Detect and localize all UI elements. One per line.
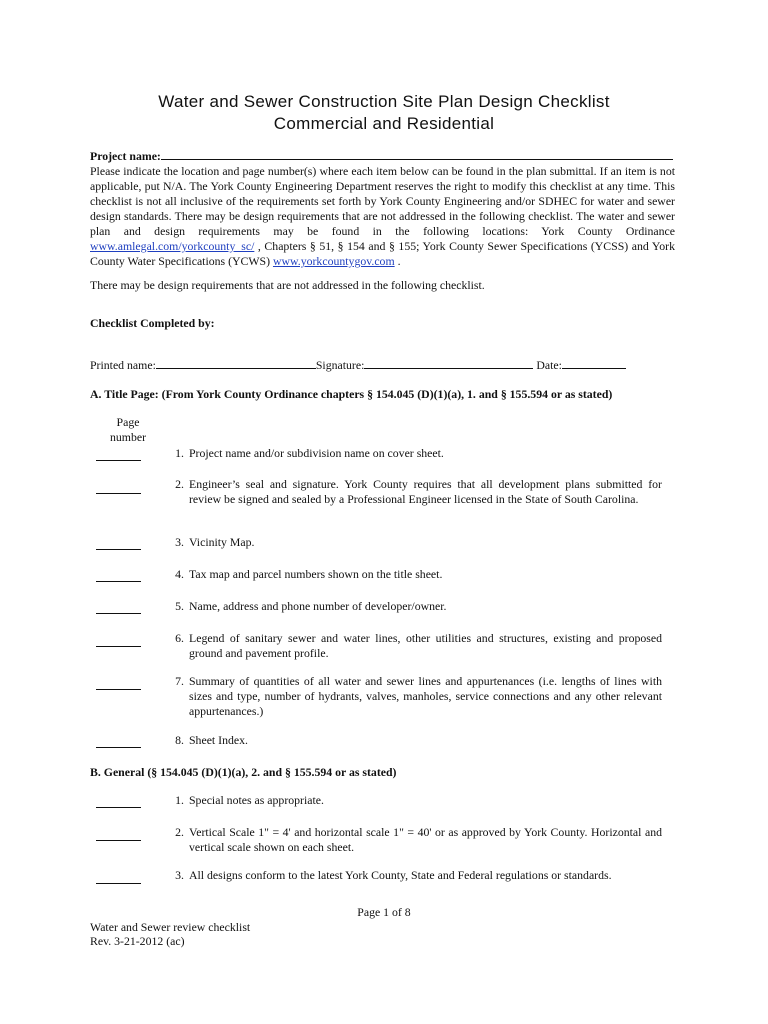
page-indicator: Page 1 of 8 [357, 905, 411, 919]
item-number: 4. [175, 567, 184, 581]
document-subtitle: Commercial and Residential [273, 114, 495, 133]
item-text: All designs conform to the latest York County, State and Federal regulations or standards. [189, 868, 612, 882]
date-field[interactable] [562, 358, 626, 369]
item-number: 1. [175, 793, 184, 807]
item-number: 2. [175, 477, 184, 491]
note-text: There may be design requirements that are not addressed in the following checklist. [90, 278, 485, 292]
intro-text-mid: , Chapters § 51, § 154 and § 155; York County Sewer Specifications (YCSS) and York County Water Specifications (YCWS) [90, 239, 675, 268]
printed-name-field[interactable] [156, 358, 316, 369]
footer-line-1: Water and Sewer review checklist [90, 920, 251, 934]
page-number-field[interactable] [96, 535, 141, 550]
page-number-field[interactable] [96, 631, 141, 647]
item-text: Name, address and phone number of developer/owner. [189, 599, 447, 613]
yorkcountygov-link[interactable]: www.yorkcountygov.com [272, 254, 395, 268]
page-number-field[interactable] [96, 567, 141, 582]
page-number-field[interactable] [96, 793, 141, 808]
item-number: 6. [175, 631, 184, 645]
page-number-header-line2: number [109, 430, 147, 444]
item-text: Sheet Index. [189, 733, 248, 747]
item-text: Project name and/or subdivision name on cover sheet. [189, 446, 444, 460]
page-number-field[interactable] [96, 446, 141, 461]
page-number-header-line1: Page [116, 415, 140, 429]
item-text: Vicinity Map. [189, 535, 255, 549]
signature-row [90, 358, 626, 373]
section-b-heading [90, 765, 397, 780]
intro-text: Please indicate the location and page number(s) where each item below can be found in the plan submittal. If an item is not applicable, put N/A. The York County Engineering Department reserves the right to modify this checklist at any time. This checklist is not all inclusive of the requirements set forth by York County Engineering and/or SDHEC for water and sewer design standards. There may be design requirements that are not addressed in the following checklist. The water and sewer plan and design requirements may be found in the following locations: York County Ordinance [90, 164, 675, 238]
section-a-heading-suffix: § 155.594 or as stated) [500, 387, 613, 401]
intro-block [90, 148, 675, 269]
item-text: Special notes as appropriate. [189, 793, 324, 807]
page-number-field[interactable] [96, 477, 141, 494]
signature-field[interactable] [364, 358, 533, 369]
item-text: Vertical Scale 1" = 4' and horizontal scale 1" = 40' or as approved by York County. Horizontal and vertical scale shown on each sheet. [189, 825, 662, 854]
date-label: Date: [536, 358, 562, 372]
project-name-label: Project name: [90, 149, 161, 163]
item-number: 2. [175, 825, 184, 839]
amlegal-link[interactable]: www.amlegal.com/yorkcounty_sc/ [90, 239, 255, 253]
page-number-field[interactable] [96, 599, 141, 614]
page-number-field[interactable] [96, 868, 141, 884]
section-a-heading-mid: § 154.045 (D)(1)(a), 1. and [367, 387, 501, 401]
item-number: 5. [175, 599, 184, 613]
page-number-field[interactable] [96, 825, 141, 841]
item-number: 3. [175, 535, 184, 549]
item-number: 8. [175, 733, 184, 747]
section-b-heading-suffix: § 155.594 or as stated) [284, 765, 397, 779]
section-a-heading [90, 387, 612, 402]
section-b-heading-prefix: B. General ( [90, 765, 152, 779]
document-title: Water and Sewer Construction Site Plan Design Checklist [158, 92, 610, 111]
section-a-heading-prefix: A. Title Page: (From York County Ordinance chapters [90, 387, 368, 401]
intro-text-end: . [394, 254, 401, 268]
item-number: 3. [175, 868, 184, 882]
item-number: 1. [175, 446, 184, 460]
printed-name-label: Printed name: [90, 358, 156, 372]
item-text: Engineer’s seal and signature. York County requires that all development plans submitted for review be signed and sealed by a Professional Engineer licensed in the State of South Carolina. [189, 477, 662, 506]
footer-line-2: Rev. 3-21-2012 (ac) [90, 934, 185, 948]
item-text: Summary of quantities of all water and sewer lines and appurtenances (i.e. lengths of lines with sizes and type, number of hydrants, valves, manholes, service connections and any other relevant appurtenances.) [189, 674, 662, 718]
section-b-heading-mid: § 154.045 (D)(1)(a), 2. and [151, 765, 285, 779]
signature-label: Signature: [315, 358, 365, 372]
project-name-field[interactable] [161, 148, 673, 160]
completed-by-heading: Checklist Completed by: [90, 316, 215, 330]
page-number-header [100, 415, 156, 445]
item-number: 7. [175, 674, 184, 688]
item-text: Tax map and parcel numbers shown on the title sheet. [189, 567, 443, 581]
page-number-field[interactable] [96, 733, 141, 748]
item-text: Legend of sanitary sewer and water lines, other utilities and structures, existing and proposed ground and pavement profile. [189, 631, 662, 660]
page-number-field[interactable] [96, 674, 141, 690]
